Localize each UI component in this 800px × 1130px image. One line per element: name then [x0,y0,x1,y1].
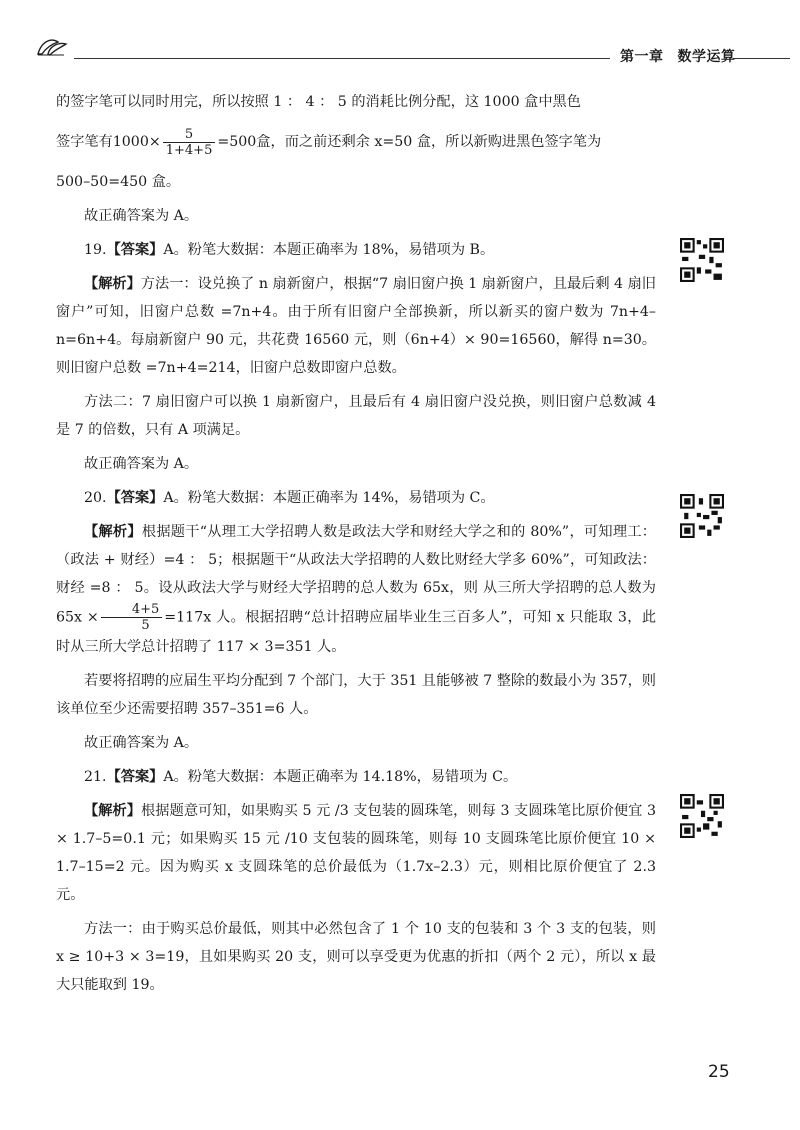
answer-tag: 【答案】 [106,490,164,506]
header-rule-right [734,58,790,59]
paragraph: 的签字笔可以同时用完，所以按照 1 ： 4 ： 5 的消耗比例分配，这 1000 盒中黑色 [56,94,581,110]
analysis-text: 根据题干“从理工大学招聘人数是政法大学和财经大学之和的 80%”，可知理工：（政法 + 财经）=4 ： 5；根据题干“从政法大学招聘的人数比财经大学多 60%”，可知政法：财经 =8 ： 5。设从政法大学与财经大学招聘的总人数为 65x，则 [56,524,656,596]
question-20-analysis [56,518,656,661]
text-run: 签字笔有1000× [56,134,161,150]
question-21-analysis [56,797,656,909]
text-run: =117x 人。根据招聘“总计招聘应届毕业生三百多人”，可知 x 只能取 3，此时从三所大学总计招聘了 117 × 3=351 人。 [56,609,657,655]
analysis-text: 根据题意可知，如果购买 5 元 /3 支包装的圆珠笔，则每 3 支圆珠笔比原价便宜 3 × 1.7–5=0.1 元；如果购买 15 元 /10 支包装的圆珠笔，则每 10 支圆珠笔比原价便宜 10 × 1.7–15=2 元。因为购买 x 支圆珠笔的总价最低为（1.7x–2.3）元，则相比原价便宜了 2.3 元。 [56,803,656,903]
answer-tag: 【答案】 [106,769,164,785]
page-number: 25 [708,1062,730,1082]
fraction-denominator: 1+4+5 [165,142,213,158]
answer-line: 故正确答案为 A。 [84,208,199,224]
chapter-label: 第一章 [620,49,664,65]
fraction-denominator: 5 [141,618,150,633]
paragraph: 方法二：7 扇旧窗户可以换 1 扇新窗户，且最后有 4 扇旧窗户没兑换，则旧窗户总数减 4 是 7 的倍数，只有 A 项满足。 [56,394,656,438]
question-20-answer [56,484,656,512]
question-19-answer [56,236,656,264]
question-19-analysis [56,270,656,382]
question-21-answer [56,763,656,791]
fraction-numerator: 4+5 [101,602,162,618]
paragraph-fraction [56,122,656,162]
qr-code-icon[interactable] [680,238,724,282]
answer-line: 故正确答案为 A。 [84,456,199,472]
analysis-text: 方法一：设兑换了 n 扇新窗户，根据“7 扇旧窗户换 1 扇新窗户，且最后剩 4 扇旧窗户”可知，旧窗户总数 =7n+4。由于所有旧窗户全部换新，所以新买的窗户数为 7n+4–n=6n+4。每扇新窗户 90 元，共花费 16560 元，则（6n+4）× 90=16560，解得 n=30。则旧窗户总数 =7n+4=214，旧窗户总数即窗户总数。 [56,276,656,376]
text-run: =500盒，而之前还剩余 x=50 盒，所以新购进黑色签字笔为 [217,134,602,150]
answer-line: 故正确答案为 A。 [84,735,199,751]
qr-code-icon[interactable] [680,494,724,538]
answer-text: A。粉笔大数据：本题正确率为 14.18%，易错项为 C。 [163,769,518,785]
paragraph: 500–50=450 盒。 [56,174,181,190]
qr-code-icon[interactable] [680,794,724,838]
analysis-tag: 【解析】 [84,803,142,819]
section-label: 数学运算 [677,49,736,65]
paragraph: 方法一：由于购买总价最低，则其中必然包含了 1 个 10 支的包装和 3 个 3 支的包装，则 x ≥ 10+3 × 3=19，且如果购买 20 支，则可以享受更为优惠的折扣（两个 2 元），所以 x 最大只能取到 19。 [56,921,656,993]
leaf-icon [34,34,68,58]
answer-text: A。粉笔大数据：本题正确率为 18%，易错项为 B。 [163,242,495,258]
fraction [163,127,216,158]
fraction-numerator: 5 [163,127,216,143]
analysis-tag: 【解析】 [84,524,142,540]
chapter-title [620,46,750,66]
paragraph: 若要将招聘的应届生平均分配到 7 个部门，大于 351 且能够被 7 整除的数最小为 357，则该单位至少还需要招聘 357–351=6 人。 [56,673,656,717]
page-header [34,28,790,72]
answer-text: A。粉笔大数据：本题正确率为 14%，易错项为 C。 [163,490,495,506]
text-run: 从三所大学招聘的总人数为 65x × [56,580,656,626]
fraction [101,602,162,633]
header-rule-left [74,58,610,59]
question-number: 20. [84,490,107,506]
page-content [56,88,656,1005]
question-number: 21. [84,769,107,785]
answer-tag: 【答案】 [106,242,164,258]
question-number: 19. [84,242,107,258]
analysis-tag: 【解析】 [84,276,141,292]
